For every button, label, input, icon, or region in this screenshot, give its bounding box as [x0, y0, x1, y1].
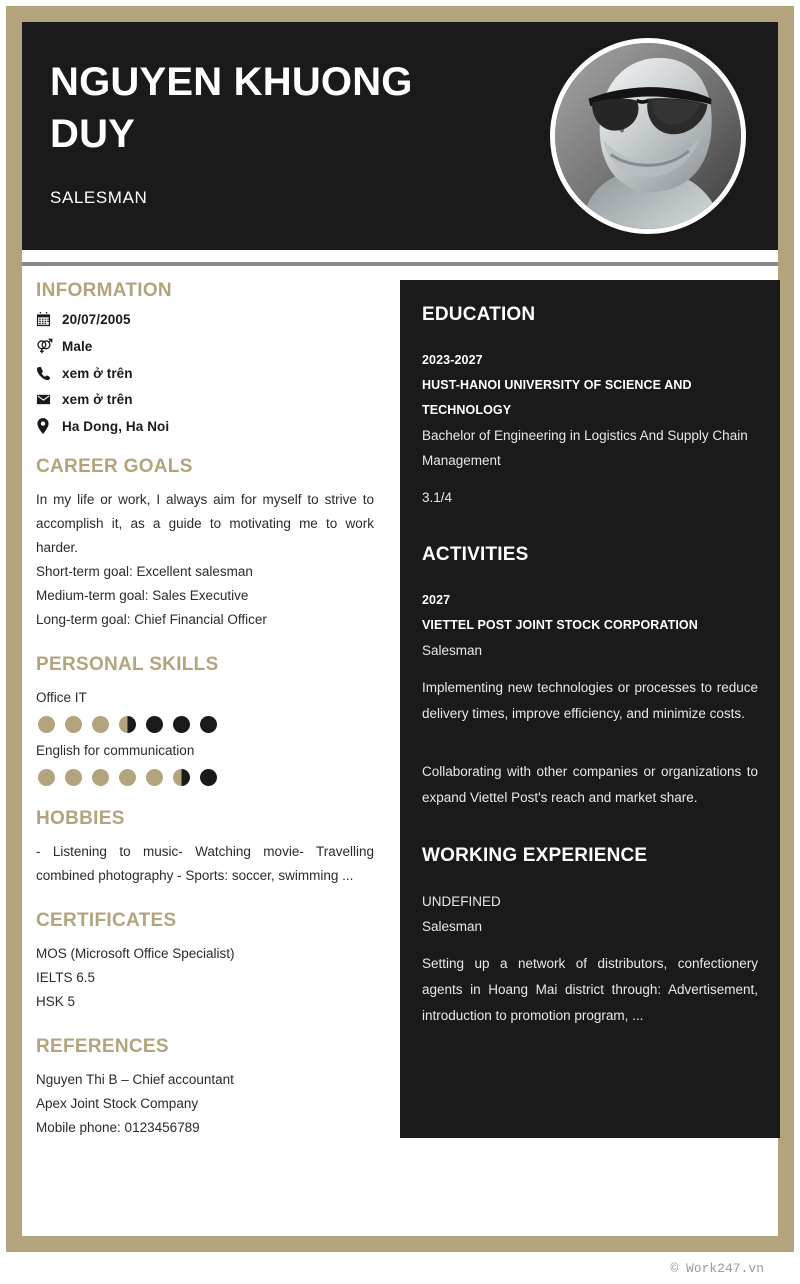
section-title-hobbies: HOBBIES [36, 808, 125, 829]
location-pin-icon [36, 418, 62, 434]
education-school: HUST-HANOI UNIVERSITY OF SCIENCE AND TECHNOLOGY [422, 378, 692, 417]
certificate-item: IELTS 6.5 [36, 970, 96, 985]
activities-paragraph-2: Collaborating with other companies or organizations to expand Viettel Post's reach and market share. [422, 764, 758, 805]
certificate-item: MOS (Microsoft Office Specialist) [36, 946, 235, 961]
skill-rating-dots [38, 769, 374, 786]
skill-dot [173, 716, 190, 733]
section-title-activities: ACTIVITIES [422, 544, 529, 565]
cv-header [22, 22, 778, 250]
career-goal-short: Short-term goal: Excellent salesman [36, 564, 253, 579]
info-row-phone [36, 366, 374, 381]
skill-dot [65, 769, 82, 786]
info-value-phone: xem ở trên [62, 366, 133, 381]
skill-dot [38, 769, 55, 786]
skill-dot [200, 769, 217, 786]
phone-icon [36, 366, 62, 381]
skill-dot [200, 716, 217, 733]
activities-period: 2027 [422, 593, 451, 607]
skill-label: English for communication [36, 743, 195, 758]
activities-paragraph-1: Implementing new technologies or processes to reduce delivery times, improve efficiency, and minimize costs. [422, 680, 758, 721]
info-value-location: Ha Dong, Ha Noi [62, 418, 170, 434]
career-goal-long: Long-term goal: Chief Financial Officer [36, 612, 267, 627]
education-program: Bachelor of Engineering in Logistics And Supply Chain Management [422, 428, 748, 468]
page-border-top [6, 6, 794, 22]
info-value-gender: Male [62, 339, 93, 354]
candidate-role: SALESMAN [50, 188, 148, 207]
left-column [22, 280, 390, 1162]
activities-spacer [422, 727, 758, 747]
candidate-name: NGUYEN KHUONG DUY [50, 60, 413, 156]
info-row-gender [36, 338, 374, 355]
info-row-location [36, 418, 374, 434]
section-title-education: EDUCATION [422, 304, 536, 325]
hobbies-paragraph: - Listening to music- Watching movie- Travelling combined photography - Sports: soccer, swimming ... [36, 844, 374, 883]
section-title-career-goals: CAREER GOALS [36, 456, 193, 477]
section-personal-skills [36, 654, 374, 786]
section-activities [422, 544, 758, 811]
cv-body [22, 266, 778, 1162]
career-goal-medium: Medium-term goal: Sales Executive [36, 588, 249, 603]
skill-dot [173, 769, 190, 786]
section-references [36, 1036, 374, 1140]
info-value-birthdate: 20/07/2005 [62, 312, 131, 327]
skill-dot [119, 716, 136, 733]
avatar [550, 38, 746, 234]
section-hobbies [36, 808, 374, 888]
info-value-email: xem ở trên [62, 392, 133, 407]
section-title-personal-skills: PERSONAL SKILLS [36, 654, 219, 675]
skill-dot [92, 769, 109, 786]
skill-dot [92, 716, 109, 733]
skill-rating-dots [38, 716, 374, 733]
footer [0, 1252, 800, 1284]
section-title-certificates: CERTIFICATES [36, 910, 177, 931]
reference-name: Nguyen Thi B – Chief accountant [36, 1072, 234, 1087]
activities-position: Salesman [422, 643, 483, 658]
reference-phone: Mobile phone: 0123456789 [36, 1120, 200, 1135]
skill-item-english [36, 739, 374, 786]
section-title-working-experience: WORKING EXPERIENCE [422, 845, 648, 866]
skill-dot [65, 716, 82, 733]
section-working-experience [422, 845, 758, 1029]
cv-sheet [22, 22, 778, 1236]
page-border-right [778, 6, 794, 1252]
education-period: 2023-2027 [422, 353, 483, 367]
working-experience-position: Salesman [422, 919, 483, 934]
section-title-references: REFERENCES [36, 1036, 169, 1057]
calendar-icon [36, 312, 62, 327]
skill-dot [38, 716, 55, 733]
skill-dot [119, 769, 136, 786]
email-icon [36, 392, 62, 407]
gender-icon [36, 338, 62, 355]
section-information [36, 280, 374, 434]
working-experience-paragraph: Setting up a network of distributors, confectionery agents in Hoang Mai district through: Advertisement, introduction to promotion program, ... [422, 956, 758, 1023]
section-title-information: INFORMATION [36, 280, 172, 301]
skill-dot [146, 716, 163, 733]
section-certificates [36, 910, 374, 1014]
info-row-email [36, 392, 374, 407]
section-education [422, 304, 758, 510]
career-goals-paragraph: In my life or work, I always aim for myself to strive to accomplish it, as a guide to motivating me to work harder. [36, 492, 374, 555]
activities-organization: VIETTEL POST JOINT STOCK CORPORATION [422, 618, 698, 632]
reference-company: Apex Joint Stock Company [36, 1096, 199, 1111]
skill-dot [146, 769, 163, 786]
working-experience-period: UNDEFINED [422, 894, 501, 909]
footer-watermark: © Work247.vn [670, 1260, 764, 1276]
skill-item-office-it [36, 686, 374, 733]
right-column [390, 280, 778, 1162]
skill-label: Office IT [36, 690, 87, 705]
education-gpa: 3.1/4 [422, 490, 453, 505]
shark-with-sunglasses-avatar-icon [555, 43, 741, 229]
info-row-birthdate [36, 312, 374, 327]
section-career-goals [36, 456, 374, 632]
certificate-item: HSK 5 [36, 994, 76, 1009]
page-border-bottom [6, 1236, 794, 1252]
dark-panel [400, 280, 780, 1138]
page-border-left [6, 6, 22, 1252]
